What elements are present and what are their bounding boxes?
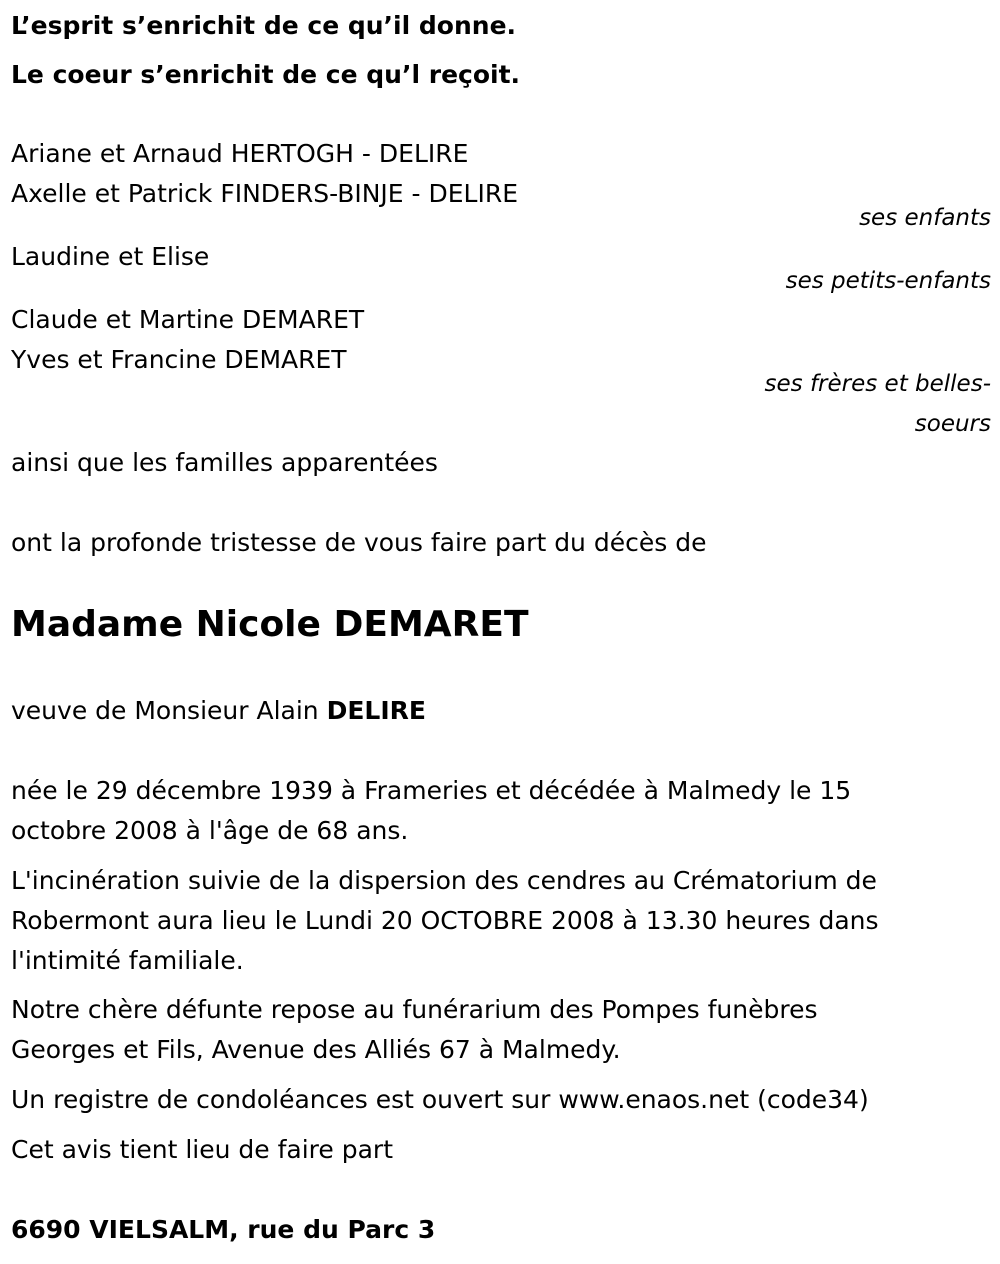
announcement-text: ont la profonde tristesse de vous faire part du décès de [11, 528, 707, 557]
spouse-line [11, 691, 426, 731]
child-family-1: Ariane et Arnaud HERTOGH - DELIRE [11, 139, 469, 168]
quote-line-2: Le coeur s’enrichit de ce qu’l reçoit. [11, 60, 521, 89]
deceased-name: Madame Nicole DEMARET [11, 604, 529, 645]
child-family-2: Axelle et Patrick FINDERS-BINJE - DELIRE [11, 179, 519, 208]
address-line: 6690 VIELSALM, rue du Parc 3 [11, 1215, 436, 1244]
sibling-family-1: Claude et Martine DEMARET [11, 305, 365, 334]
funeral-home-line-1: Notre chère défunte repose au funérarium des Pompes funèbres [11, 995, 818, 1024]
spouse-prefix: veuve de Monsieur Alain [11, 696, 327, 725]
related-families: ainsi que les familles apparentées [11, 448, 438, 477]
quote-line-1: L’esprit s’enrichit de ce qu’il donne. [11, 11, 517, 40]
ceremony-line-3: l'intimité familiale. [11, 946, 244, 975]
notice-line: Cet avis tient lieu de faire part [11, 1135, 393, 1164]
spouse-surname: DELIRE [326, 696, 426, 725]
funeral-home-line-2: Georges et Fils, Avenue des Alliés 67 à Malmedy. [11, 1035, 621, 1064]
ceremony-line-1: L'incinération suivie de la dispersion des cendres au Crématorium de [11, 866, 877, 895]
relation-grandchildren: ses petits-enfants [785, 268, 991, 294]
grandchildren-names: Laudine et Elise [11, 242, 210, 271]
condolences-line: Un registre de condoléances est ouvert sur www.enaos.net (code34) [11, 1085, 869, 1114]
relation-children: ses enfants [859, 205, 991, 231]
ceremony-line-2: Robermont aura lieu le Lundi 20 OCTOBRE 2008 à 13.30 heures dans [11, 906, 879, 935]
birth-death-line-1: née le 29 décembre 1939 à Frameries et décédée à Malmedy le 15 [11, 776, 852, 805]
relation-siblings-line-2: soeurs [914, 411, 991, 437]
birth-death-line-2: octobre 2008 à l'âge de 68 ans. [11, 816, 409, 845]
relation-siblings-line-1: ses frères et belles- [764, 371, 991, 397]
sibling-family-2: Yves et Francine DEMARET [11, 345, 347, 374]
